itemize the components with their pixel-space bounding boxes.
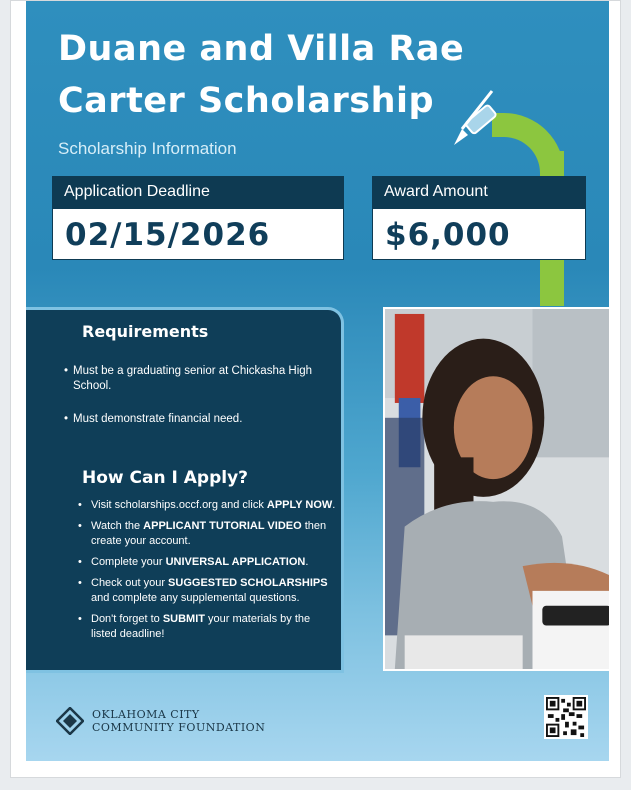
apply-step-emphasis: APPLY NOW xyxy=(266,499,333,511)
apply-step xyxy=(78,612,338,642)
apply-heading: How Can I Apply? xyxy=(82,468,249,488)
apply-step xyxy=(78,555,338,570)
pen-icon xyxy=(440,83,510,153)
scholarship-flyer xyxy=(26,1,609,761)
apply-step xyxy=(78,576,338,606)
award-label: Award Amount xyxy=(372,176,586,208)
award-box xyxy=(372,176,586,260)
apply-step-emphasis: APPLICANT TUTORIAL VIDEO xyxy=(143,520,302,532)
occf-logo-icon xyxy=(56,707,84,735)
apply-step-emphasis: SUBMIT xyxy=(162,613,205,625)
footer xyxy=(56,701,265,741)
student-photo xyxy=(383,307,609,671)
apply-step-text: then create your account. xyxy=(91,520,327,547)
apply-step-text: your materials by the listed deadline! xyxy=(91,613,311,640)
org-name-line-2: COMMUNITY FOUNDATION xyxy=(92,721,266,734)
deadline-box xyxy=(52,176,344,260)
apply-step-text: and complete any supplemental questions. xyxy=(91,592,300,604)
org-name-line-1: OKLAHOMA CITY xyxy=(92,708,200,721)
apply-step-text: . xyxy=(332,499,336,511)
requirements-panel xyxy=(26,307,344,673)
title-line-2: Carter Scholarship xyxy=(58,81,435,121)
requirements-list xyxy=(64,364,334,445)
apply-steps-list xyxy=(78,498,338,648)
apply-step-text: . xyxy=(305,556,309,568)
apply-step-emphasis: UNIVERSAL APPLICATION xyxy=(165,556,306,568)
requirement-item: • Must demonstrate financial need. xyxy=(64,412,334,427)
award-value: $6,000 xyxy=(372,208,586,260)
title-line-1: Duane and Villa Rae xyxy=(58,29,465,69)
apply-step xyxy=(78,498,338,513)
requirement-item: • Must be a graduating senior at Chickasha High School. xyxy=(64,364,334,394)
org-name xyxy=(92,708,265,734)
apply-step-emphasis: SUGGESTED SCHOLARSHIPS xyxy=(168,577,328,589)
qr-code-icon xyxy=(544,695,588,739)
apply-step-text: Watch the xyxy=(91,520,144,532)
deadline-label: Application Deadline xyxy=(52,176,344,208)
apply-step-text: Check out your xyxy=(91,577,169,589)
apply-step-text: Don't forget to xyxy=(91,613,163,625)
requirements-heading: Requirements xyxy=(82,322,209,341)
student-photo-illustration xyxy=(385,309,609,669)
apply-step xyxy=(78,519,338,549)
document-page xyxy=(10,0,621,778)
deadline-value: 02/15/2026 xyxy=(52,208,344,260)
flyer-subtitle: Scholarship Information xyxy=(58,139,237,158)
apply-step-text: Visit scholarships.occf.org and click xyxy=(91,499,267,511)
apply-step-text: Complete your xyxy=(91,556,166,568)
